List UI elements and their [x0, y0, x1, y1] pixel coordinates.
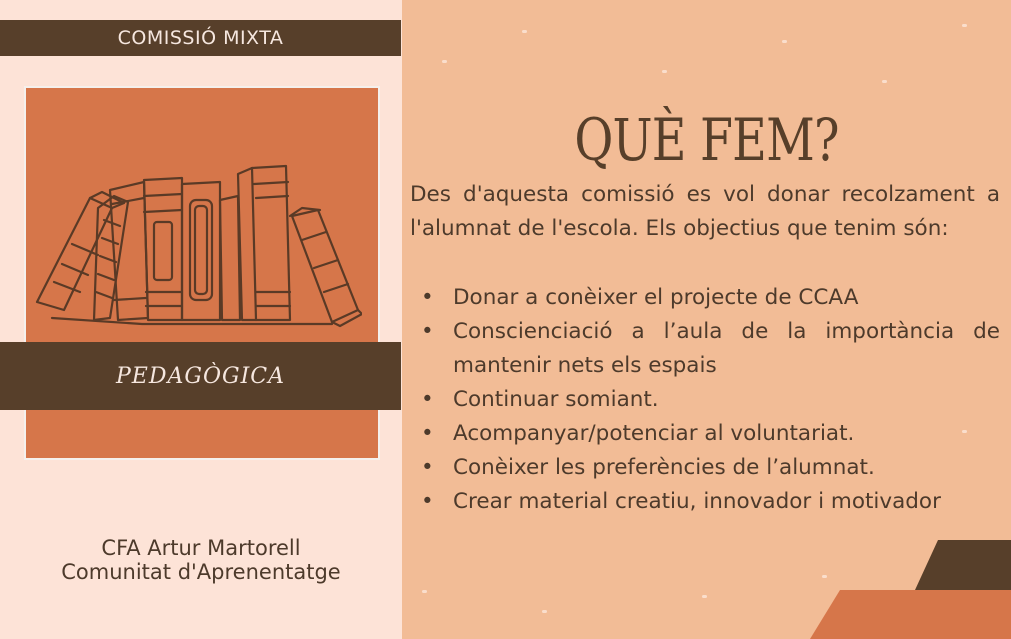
category-label: PEDAGÒGICA — [116, 363, 285, 389]
content-panel — [402, 0, 1011, 639]
objectives-list — [410, 281, 1000, 519]
list-item: • Conèixer les preferències de l’alumnat. — [410, 451, 1000, 485]
list-item: • Continuar somiant. — [410, 383, 1000, 417]
list-item: • Conscienciació a l’aula de la importància de mantenir nets els espais — [410, 315, 1000, 383]
org-name: CFA Artur Martorell — [101, 536, 301, 560]
list-item: • Acompanyar/potenciar al voluntariat. — [410, 417, 1000, 451]
books-illustration — [32, 160, 362, 330]
commission-header — [0, 20, 401, 56]
page-title: QUÈ FEM? — [574, 106, 839, 174]
commission-header-label: COMISSIÓ MIXTA — [117, 27, 284, 49]
left-panel — [0, 0, 402, 639]
org-subtitle: Comunitat d'Aprenentatge — [61, 560, 341, 584]
list-item: • Donar a conèixer el projecte de CCAA — [410, 281, 1000, 315]
category-banner — [0, 342, 401, 410]
list-item: • Crear material creatiu, innovador i motivador — [410, 485, 1000, 519]
intro-paragraph: Des d'aquesta comissió es vol donar recolzament a l'alumnat de l'escola. Els objectius que tenim són: — [410, 182, 1000, 241]
